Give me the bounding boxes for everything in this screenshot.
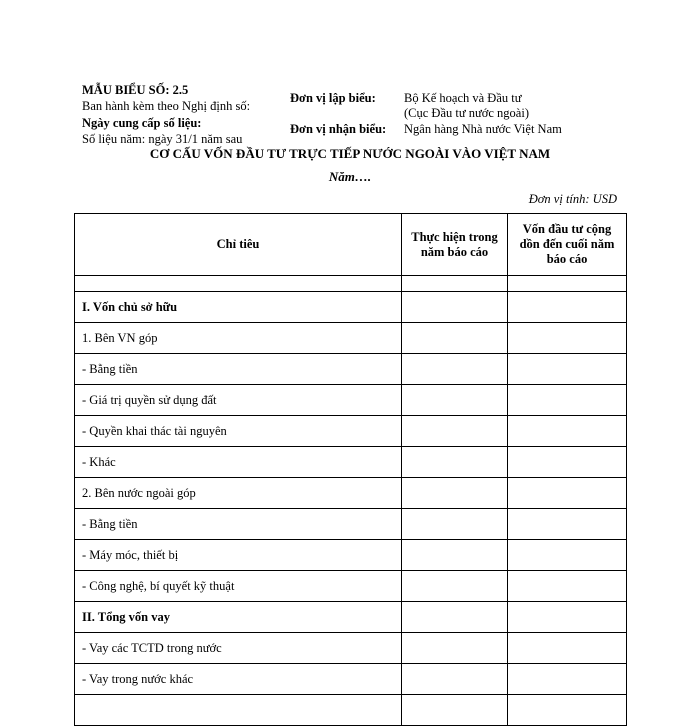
header-indicator: Chỉ tiêu [75,214,402,276]
table-row [75,540,627,571]
row-label: - Bằng tiền [75,509,402,540]
header-current-year: Thực hiện trong năm báo cáo [402,214,508,276]
report-title: CƠ CẤU VỐN ĐẦU TƯ TRỰC TIẾP NƯỚC NGOÀI VÀO VIỆT NAM [149,146,551,161]
data-year-line: Số liệu năm: ngày 31/1 năm sau [82,132,243,146]
row-label: I. Vốn chủ sở hữu [75,292,402,323]
table-spacer-row [75,276,627,292]
table-row [75,292,627,323]
table-row [75,695,627,726]
preparing-unit-subvalue: (Cục Đầu tư nước ngoài) [404,106,529,120]
current-year-value-cell[interactable] [402,416,508,447]
header-cumulative: Vốn đầu tư cộng dồn đến cuối năm báo cáo [508,214,627,276]
current-year-value-cell[interactable] [402,478,508,509]
current-year-value-cell[interactable] [402,292,508,323]
row-label: - Khác [75,447,402,478]
row-label: II. Tổng vốn vay [75,602,402,633]
decree-line: Ban hành kèm theo Nghị định số: [82,99,251,113]
current-year-value-cell[interactable] [402,602,508,633]
current-year-value-cell[interactable] [402,571,508,602]
cumulative-value-cell[interactable] [508,447,627,478]
current-year-value-cell[interactable] [402,664,508,695]
cumulative-value-cell[interactable] [508,633,627,664]
cumulative-value-cell[interactable] [508,664,627,695]
spacer-cell [402,276,508,292]
row-label: - Vay các TCTD trong nước [75,633,402,664]
cumulative-value-cell[interactable] [508,292,627,323]
row-label: 2. Bên nước ngoài góp [75,478,402,509]
preparing-unit-label: Đơn vị lập biểu: [290,91,376,105]
current-year-value-cell[interactable] [402,540,508,571]
table-row [75,633,627,664]
table-row [75,571,627,602]
cumulative-value-cell[interactable] [508,385,627,416]
row-label [75,695,402,726]
table-row [75,354,627,385]
cumulative-value-cell[interactable] [508,509,627,540]
table-row [75,323,627,354]
table-row [75,509,627,540]
table-row [75,478,627,509]
capital-structure-table [74,213,627,726]
spacer-cell [75,276,402,292]
current-year-value-cell[interactable] [402,633,508,664]
current-year-value-cell[interactable] [402,447,508,478]
table-row [75,664,627,695]
row-label: - Bằng tiền [75,354,402,385]
receiving-unit-value: Ngân hàng Nhà nước Việt Nam [404,122,562,136]
unit-of-measure: Đơn vị tính: USD [528,192,617,206]
table-header-row [75,214,627,276]
supply-date-label: Ngày cung cấp số liệu: [82,116,202,130]
cumulative-value-cell[interactable] [508,416,627,447]
receiving-unit-label: Đơn vị nhận biểu: [290,122,387,136]
cumulative-value-cell[interactable] [508,695,627,726]
current-year-value-cell[interactable] [402,354,508,385]
table-row [75,602,627,633]
row-label: - Công nghệ, bí quyết kỹ thuật [75,571,402,602]
cumulative-value-cell[interactable] [508,478,627,509]
table-row [75,447,627,478]
row-label: 1. Bên VN góp [75,323,402,354]
row-label: - Giá trị quyền sử dụng đất [75,385,402,416]
table-row [75,385,627,416]
current-year-value-cell[interactable] [402,509,508,540]
current-year-value-cell[interactable] [402,695,508,726]
cumulative-value-cell[interactable] [508,354,627,385]
current-year-value-cell[interactable] [402,385,508,416]
table-row [75,416,627,447]
form-number: MẪU BIỂU SỐ: 2.5 [82,83,189,97]
preparing-unit-value: Bộ Kế hoạch và Đầu tư [404,91,522,105]
row-label: - Vay trong nước khác [75,664,402,695]
row-label: - Máy móc, thiết bị [75,540,402,571]
report-year: Năm…. [328,169,372,184]
cumulative-value-cell[interactable] [508,540,627,571]
current-year-value-cell[interactable] [402,323,508,354]
cumulative-value-cell[interactable] [508,571,627,602]
spacer-cell [508,276,627,292]
cumulative-value-cell[interactable] [508,602,627,633]
row-label: - Quyền khai thác tài nguyên [75,416,402,447]
cumulative-value-cell[interactable] [508,323,627,354]
